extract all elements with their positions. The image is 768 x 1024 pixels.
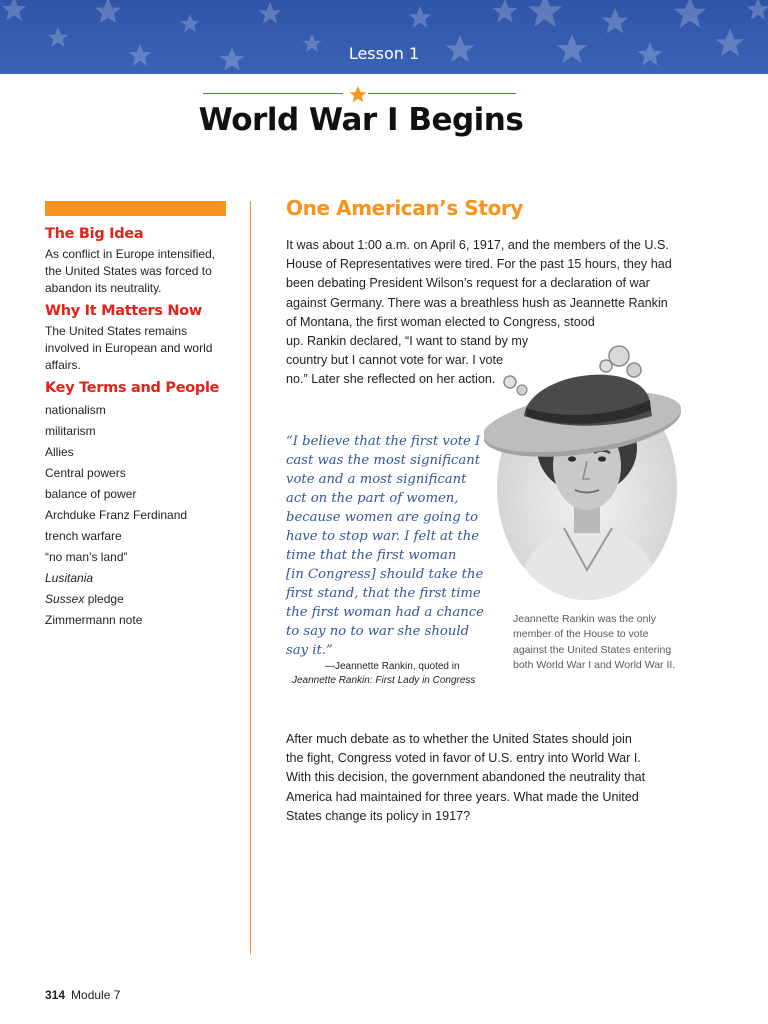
term-item xyxy=(45,589,230,610)
text-line: against Germany. There was a breathless hush as Jeannette Rankin xyxy=(286,295,668,310)
quote-line: time that the first woman xyxy=(286,548,457,563)
term-item: trench warfare xyxy=(45,529,122,543)
quote-line: have to stop war. I felt at the xyxy=(286,529,480,544)
text-line: up. Rankin declared, “I want to stand by my xyxy=(286,334,529,349)
module-label: Module 7 xyxy=(71,988,121,1002)
page-title: World War I Begins xyxy=(198,102,524,138)
text-line: of Montana, the first woman elected to Congress, stood xyxy=(286,314,595,329)
quote-line: say it.” xyxy=(286,643,333,658)
big-idea-heading: The Big Idea xyxy=(45,226,144,242)
sidebar xyxy=(45,226,230,631)
page-number: 314 xyxy=(45,988,66,1002)
quote-attribution: —Jeannette Rankin, quoted in xyxy=(325,661,460,672)
big-idea-text: As conflict in Europe intensified, the United States was forced to abandon its neutrality. xyxy=(45,247,216,295)
text-line: House of Representatives were tired. For the past 15 hours, they had xyxy=(286,257,672,272)
term-item: Zimmermann note xyxy=(45,613,143,627)
quote-line: “I believe that the first vote I xyxy=(286,434,481,449)
term-item: Central powers xyxy=(45,466,126,480)
page-footer xyxy=(45,988,120,1002)
sidebar-accent-bar xyxy=(45,201,226,216)
term-item: Lusitania xyxy=(45,571,94,585)
term-plain-part: pledge xyxy=(87,592,124,606)
caption-line: both World War I and World War II. xyxy=(513,659,676,672)
text-line: States change its policy in 1917? xyxy=(286,808,471,823)
quote-line: vote and a most significant xyxy=(286,472,467,487)
text-line: the fight, Congress voted in favor of U.S. entry into World War I. xyxy=(286,751,641,766)
lesson-label: Lesson 1 xyxy=(348,44,420,63)
column-divider xyxy=(250,201,251,954)
text-line: With this decision, the government abandoned the neutrality that xyxy=(286,770,646,785)
text-line: America had maintained for three years. What made the United xyxy=(286,789,639,804)
term-item: militarism xyxy=(45,424,96,438)
quote-book-title: Jeannette Rankin: First Lady in Congress xyxy=(292,675,476,686)
caption-line: member of the House to vote xyxy=(513,628,649,641)
jeannette-rankin-portrait xyxy=(484,338,684,603)
text-line: been debating President Wilson’s request for a declaration of war xyxy=(286,276,650,291)
caption-line: Jeannette Rankin was the only xyxy=(513,613,657,625)
quote-line: [in Congress] should take the xyxy=(286,567,484,582)
term-item: balance of power xyxy=(45,487,137,501)
text-line: It was about 1:00 a.m. on April 6, 1917, and the members of the U.S. xyxy=(286,238,669,252)
text-line: no.” Later she reflected on her action. xyxy=(286,372,496,387)
term-item: “no man’s land” xyxy=(45,550,128,564)
term-item: nationalism xyxy=(45,403,106,417)
title-rule-left xyxy=(203,93,343,94)
quote-line: to say no to war she should xyxy=(286,624,470,639)
key-terms-heading: Key Terms and People xyxy=(45,380,220,396)
why-it-matters-text: The United States remains involved in European and world affairs. xyxy=(45,324,213,372)
lesson-banner xyxy=(0,0,768,74)
quote-line: cast was the most significant xyxy=(286,453,481,468)
text-line: country but I cannot vote for war. I vote xyxy=(286,353,504,368)
quote-line: act on the part of women, xyxy=(286,491,459,506)
term-item: Allies xyxy=(45,445,74,459)
why-it-matters-heading: Why It Matters Now xyxy=(45,303,203,319)
quote-line: first stand, that the first time xyxy=(286,586,481,601)
rankin-quote xyxy=(286,432,484,660)
story-paragraph-2 xyxy=(286,730,676,826)
term-italic-part: Sussex xyxy=(45,592,85,606)
quote-line: because women are going to xyxy=(286,510,479,525)
term-item: Archduke Franz Ferdinand xyxy=(45,508,188,522)
text-line: After much debate as to whether the United States should join xyxy=(286,732,632,746)
key-terms-list xyxy=(45,400,230,631)
caption-line: against the United States entering xyxy=(513,643,672,656)
title-rule-right xyxy=(368,93,516,94)
story-heading: One American’s Story xyxy=(286,196,524,220)
portrait-caption xyxy=(513,612,693,674)
quote-line: the first woman had a chance xyxy=(286,605,484,620)
